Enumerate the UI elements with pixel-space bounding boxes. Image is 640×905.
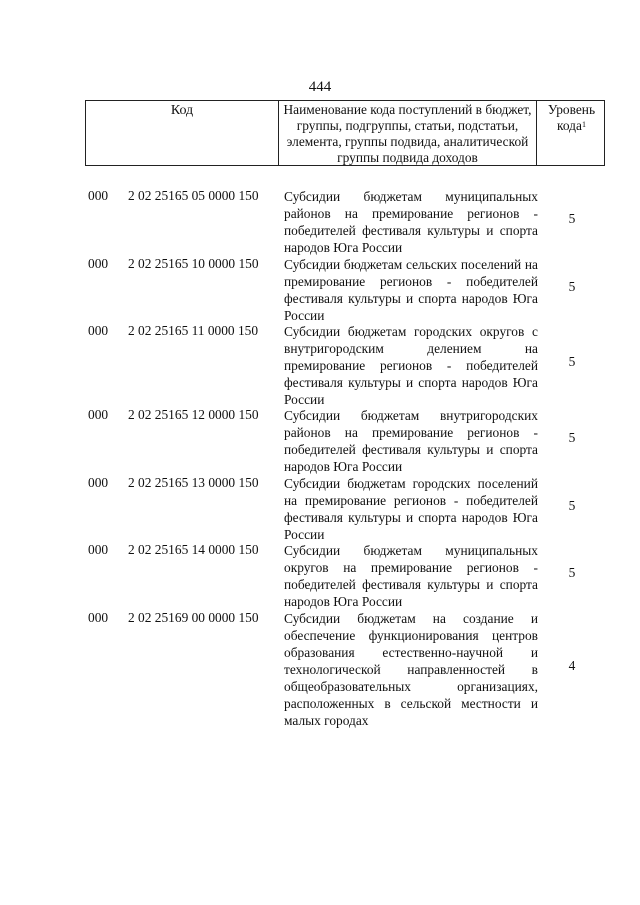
page-number: 444 [308,79,332,95]
code-name: Субсидии бюджетам сельских поселений на премирование регионов - победителей фестиваля культуры и спорта народов Юга России [284,257,538,323]
admin-code: 000 [88,188,109,203]
code-level: 5 [568,498,576,513]
code-name: Субсидии бюджетам городских округов с внутригородским делением на премирование регионов - победителей фестиваля культуры и спорта народов Юга России [284,324,538,407]
admin-code: 000 [88,256,109,271]
code-level: 5 [568,211,576,226]
code-level: 5 [568,430,576,445]
header-name-label: Наименование кода поступлений в бюджет, группы, подгруппы, статьи, подстатьи, элемента, группы подвида, аналитической группы подвида доходов [283,102,532,165]
header-level-footnote: 1 [581,120,586,129]
code-level: 4 [568,658,576,673]
header-level [537,101,606,165]
code-level: 5 [568,565,576,580]
admin-code: 000 [88,475,109,490]
admin-code: 000 [88,610,109,625]
budget-code: 2 02 25165 14 0000 150 [128,542,259,557]
header-code-label: Код [170,103,194,118]
header-name [279,101,537,165]
budget-code: 2 02 25165 12 0000 150 [128,407,259,422]
header-level-label: Уровень кода [547,102,596,133]
admin-code: 000 [88,323,109,338]
code-name: Субсидии бюджетам городских поселений на премирование регионов - победителей фестиваля культуры и спорта народов Юга России [284,476,538,542]
admin-code: 000 [88,407,109,422]
admin-code: 000 [88,542,109,557]
code-name: Субсидии бюджетам на создание и обеспечение функционирования центров образования естественно-научной и технологической направленностей в общеобразовательных организациях, расположенных в сельской местности и малых городах [284,611,538,728]
budget-code: 2 02 25165 11 0000 150 [128,323,259,338]
code-name: Субсидии бюджетам муниципальных районов на премирование регионов - победителей фестиваля культуры и спорта народов Юга России [284,189,538,255]
budget-code: 2 02 25165 13 0000 150 [128,475,259,490]
code-name: Субсидии бюджетам внутригородских районов на премирование регионов - победителей фестиваля культуры и спорта народов Юга России [284,408,538,474]
budget-code: 2 02 25165 05 0000 150 [128,188,259,203]
table-header [85,100,605,166]
code-level: 5 [568,354,576,369]
header-code [86,101,279,165]
budget-code: 2 02 25165 10 0000 150 [128,256,259,271]
code-name: Субсидии бюджетам муниципальных округов на премирование регионов - победителей фестиваля культуры и спорта народов Юга России [284,543,538,609]
code-level: 5 [568,279,576,294]
budget-code: 2 02 25169 00 0000 150 [128,610,259,625]
